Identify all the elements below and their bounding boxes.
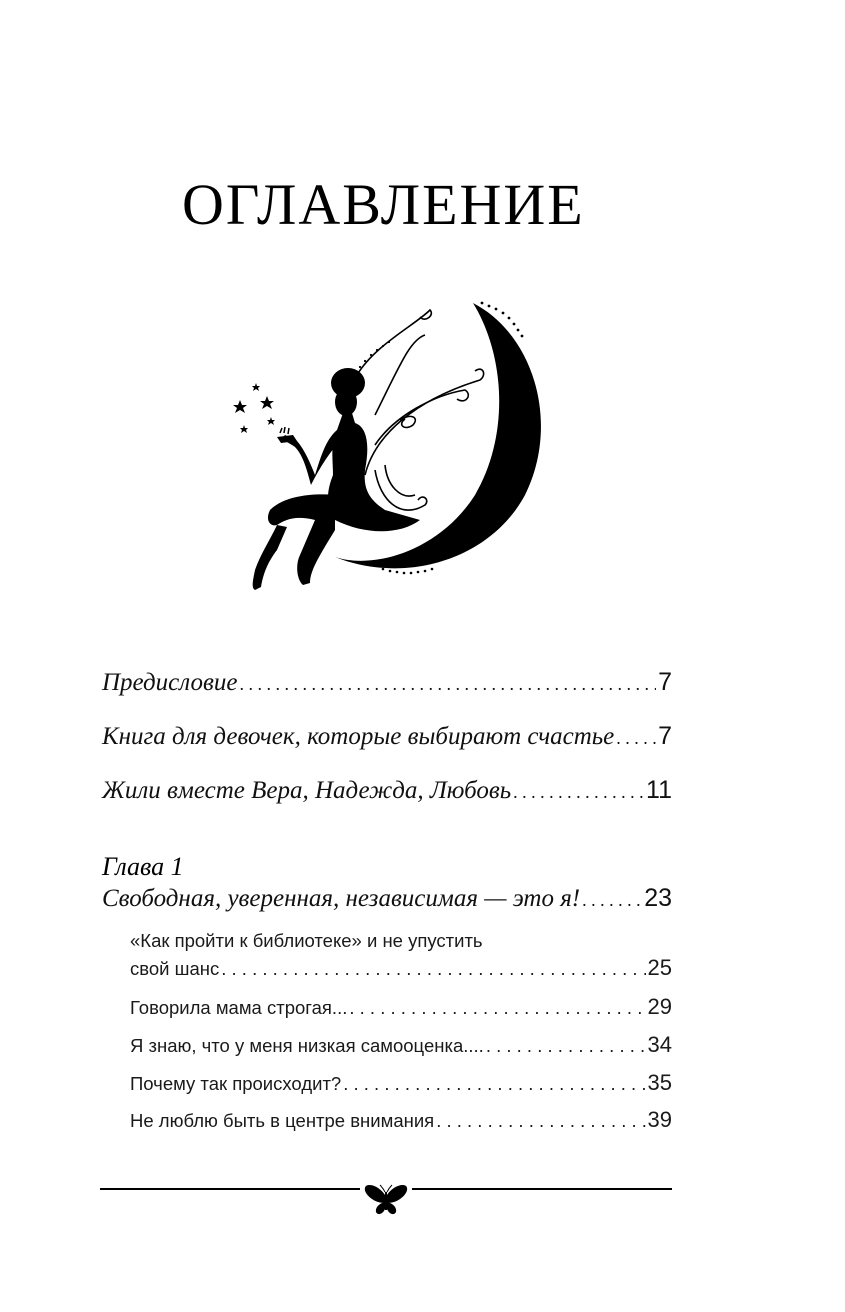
toc-entry-preface[interactable] <box>102 668 672 697</box>
toc-entry-chapter-1-title[interactable] <box>102 884 672 913</box>
toc-entry-label: Говорила мама строгая... <box>130 997 348 1018</box>
toc-entry-label: Не люблю быть в центре внимания <box>130 1110 435 1131</box>
toc-entry-label: Почему так происходит? <box>130 1073 342 1094</box>
toc-entry-page: 23 <box>644 884 672 912</box>
toc-entry-label: Жили вместе Вера, Надежда, Любовь <box>102 777 512 804</box>
leader-dots <box>221 958 645 980</box>
toc-entry-label: Книга для девочек, которые выбирают счастье <box>102 723 615 750</box>
toc-entry-page: 35 <box>647 1070 672 1095</box>
toc-entry-section-self-esteem[interactable] <box>130 1032 672 1058</box>
divider-left <box>100 1188 360 1190</box>
butterfly-icon <box>362 1183 410 1217</box>
toc-entry-page: 25 <box>647 955 672 980</box>
toc-entry-label: Предисловие <box>102 669 238 696</box>
toc-entry-page: 11 <box>646 776 672 804</box>
toc-entry-page: 29 <box>647 994 672 1019</box>
divider-right <box>412 1188 672 1190</box>
leader-dots <box>239 674 656 695</box>
toc-entry-page: 39 <box>647 1107 672 1132</box>
fairy-wings-decoration <box>357 310 484 510</box>
stars-decoration <box>233 383 275 433</box>
page-title: ОГЛАВЛЕНИЕ <box>182 172 585 237</box>
section-label-line1[interactable]: «Как пройти к библиотеке» и не упустить <box>130 930 483 951</box>
leader-dots <box>349 997 645 1019</box>
leader-dots <box>486 1035 646 1057</box>
toc-entry-page: 7 <box>658 668 672 696</box>
leader-dots <box>513 782 644 803</box>
fairy-moon-illustration <box>225 295 555 595</box>
toc-entry-section-attention[interactable] <box>130 1107 672 1133</box>
leader-dots <box>436 1110 645 1132</box>
leader-dots <box>616 728 656 749</box>
toc-entry-vera-nadezhda-lyubov[interactable] <box>102 776 672 805</box>
leader-dots <box>582 890 642 911</box>
toc-entry-label: Я знаю, что у меня низкая самооценка.... <box>130 1035 484 1056</box>
title-container <box>182 170 592 240</box>
chapter-label: Глава 1 <box>102 852 184 881</box>
toc-entry-page: 7 <box>658 722 672 750</box>
toc-entry-section-library[interactable] <box>130 955 672 981</box>
chapter-title: Свободная, уверенная, независимая — это я! <box>102 885 581 912</box>
toc-entry-section-why[interactable] <box>130 1070 672 1096</box>
toc-entry-section-mama[interactable] <box>130 994 672 1020</box>
leader-dots <box>343 1073 645 1095</box>
toc-entry-page: 34 <box>647 1032 672 1057</box>
toc-entry-label: свой шанс <box>130 958 220 979</box>
toc-entry-book-for-girls[interactable] <box>102 722 672 751</box>
